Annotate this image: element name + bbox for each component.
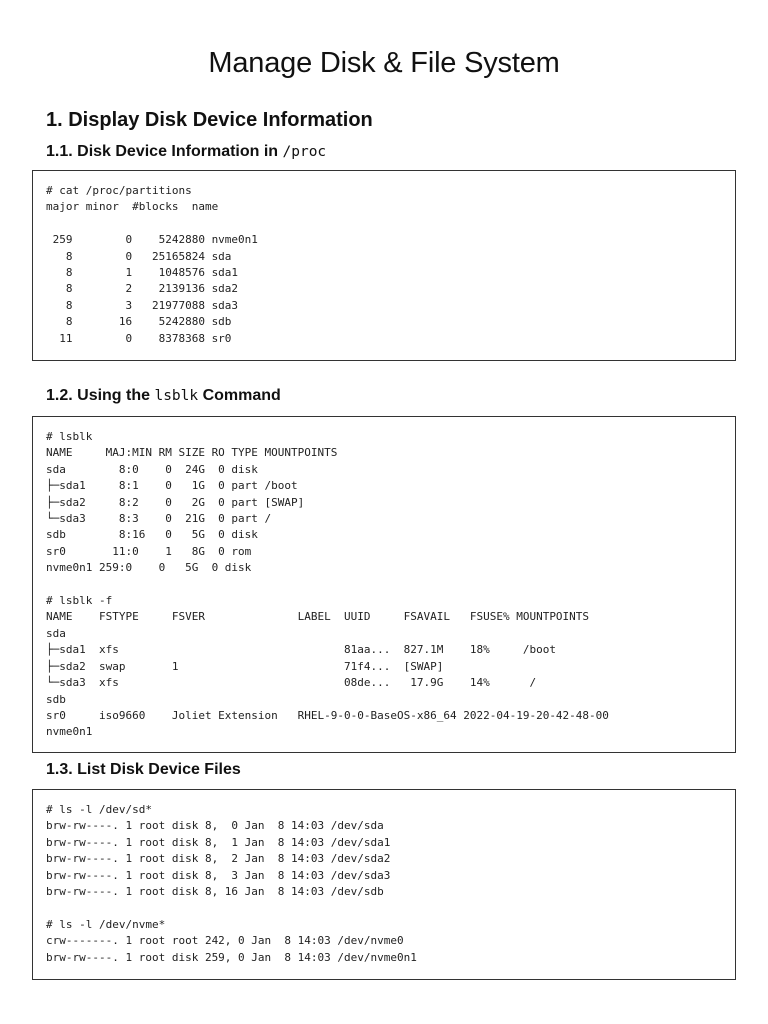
- code-text: # lsblk NAME MAJ:MIN RM SIZE RO TYPE MOUNTPOINTS sda 8:0 0 24G 0 disk ├─sda1 8:1 0 1G 0 part /boot ├─sda2 8:2 0 2G 0 part [SWAP] └─sda3 8:3 0 21G 0 part / sdb 8:16 0 5G 0 disk sr0 11:0 1 8G 0 rom nvme0n1 259:0 0 5G 0 disk # lsblk -f NAME FSTYPE FSVER LABEL UUID FSAVAIL FSUSE% MOUNTPOINTS sda ├─sda1 xfs 81aa... 827.1M 18% /boot ├─sda2 swap 1 71f4... [SWAP] └─sda3 xfs 08de... 17.9G 14% / sdb sr0 iso9660 Joliet Extension RHEL-9-0-0-BaseOS-x86_64 2022-04-19-20-42-48-00 nvme0n1: [46, 430, 609, 739]
- code-block-ls-dev: [32, 789, 736, 980]
- inline-code-proc: /proc: [282, 144, 327, 160]
- page-title: Manage Disk & File System: [208, 47, 560, 79]
- subsection-heading-text: 1.2. Using the: [46, 387, 155, 404]
- code-block-proc-partitions: [32, 170, 736, 361]
- section-heading-display-disk-info: 1. Display Disk Device Information: [46, 109, 373, 131]
- subsection-heading-device-files: 1.3. List Disk Device Files: [46, 761, 241, 778]
- subsection-heading-suffix: Command: [198, 387, 281, 404]
- subsection-heading-text: 1.1. Disk Device Information in: [46, 143, 283, 160]
- subsection-heading-lsblk: [46, 387, 281, 405]
- code-block-lsblk: [32, 416, 736, 753]
- code-text: # ls -l /dev/sd* brw-rw----. 1 root disk 8, 0 Jan 8 14:03 /dev/sda brw-rw----. 1 root disk 8, 1 Jan 8 14:03 /dev/sda1 brw-rw----. 1 root disk 8, 2 Jan 8 14:03 /dev/sda2 brw-rw----. 1 root disk 8, 3 Jan 8 14:03 /dev/sda3 brw-rw----. 1 root disk 8, 16 Jan 8 14:03 /dev/sdb # ls -l /dev/nvme* crw-------. 1 root root 242, 0 Jan 8 14:03 /dev/nvme0 brw-rw----. 1 root disk 259, 0 Jan 8 14:03 /dev/nvme0n1: [46, 803, 417, 964]
- code-text: # cat /proc/partitions major minor #blocks name 259 0 5242880 nvme0n1 8 0 25165824 sda 8 1 1048576 sda1 8 2 2139136 sda2 8 3 21977088 sda3 8 16 5242880 sdb 11 0 8378368 sr0: [46, 184, 258, 345]
- subsection-heading-proc: [46, 143, 326, 161]
- inline-code-lsblk: lsblk: [154, 388, 199, 404]
